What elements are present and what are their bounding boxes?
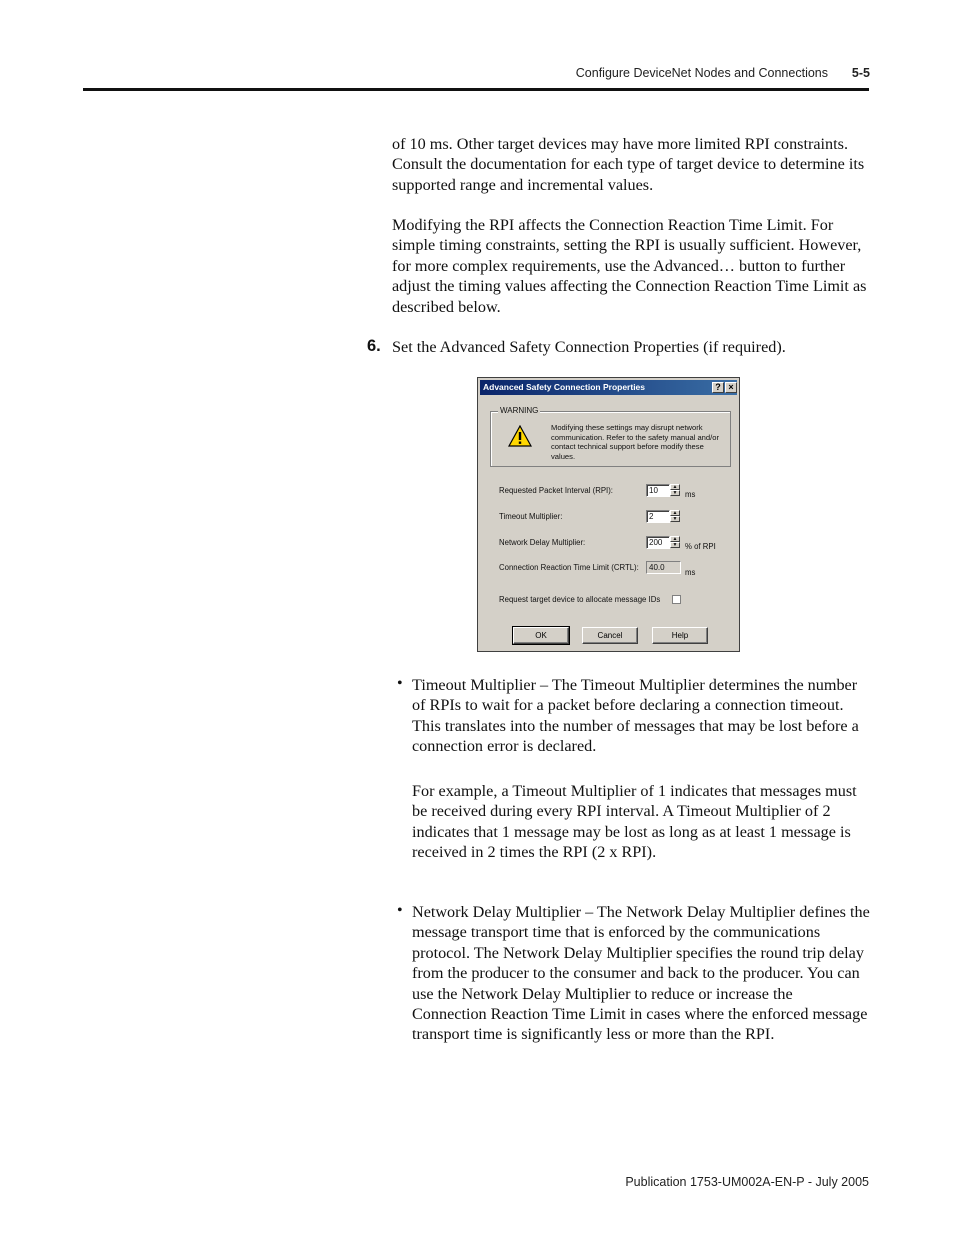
rpi-spinner[interactable]	[670, 484, 680, 497]
allocate-message-ids-label: Request target device to allocate message IDs	[499, 595, 661, 604]
network-delay-multiplier-description: Network Delay Multiplier – The Network Delay Multiplier defines the message transport time that is enforced by the communications protocol. The Network Delay Multiplier specifies the round trip delay from the producer to the consumer and back to the producer. You can use the Network Delay Multiplier to reduce or increase the Connection Reaction Time Limit in cases where the enforced message transport time is significantly less or more than the RPI.	[412, 903, 870, 1044]
network-delay-multiplier-spinner[interactable]	[670, 536, 680, 549]
timeout-multiplier-spinner[interactable]	[670, 510, 680, 523]
network-delay-multiplier-label: Network Delay Multiplier:	[499, 538, 586, 547]
warning-triangle-icon	[508, 425, 532, 447]
timeout-multiplier-description: Timeout Multiplier – The Timeout Multiplier determines the number of RPIs to wait for a packet before declaring a connection timeout. This translates into the number of messages that may be lost before a connection error is declared.	[412, 676, 859, 756]
page-number: 5-5	[851, 66, 870, 80]
dialog-title: Advanced Safety Connection Properties	[483, 382, 646, 392]
help-question-button[interactable]: ?	[712, 382, 724, 393]
crtl-unit: ms	[685, 568, 696, 577]
publication-footer: Publication 1753-UM002A-EN-P - July 2005	[625, 1175, 869, 1189]
paragraph-rpi-constraints: of 10 ms. Other target devices may have more limited RPI constraints. Consult the documentation for each type of target device to determine its supported range and incremental values.	[392, 135, 865, 194]
rpi-unit: ms	[685, 490, 696, 499]
spin-up-icon[interactable]: ▲	[670, 484, 680, 490]
crtl-readonly-field: 40.0	[646, 561, 681, 574]
allocate-message-ids-checkbox[interactable]	[672, 595, 681, 604]
warning-label: WARNING	[500, 406, 539, 415]
rpi-label: Requested Packet Interval (RPI):	[499, 486, 613, 495]
help-button[interactable]: Help	[652, 627, 708, 644]
spin-down-icon[interactable]: ▼	[670, 542, 680, 548]
ok-button[interactable]: OK	[513, 627, 569, 644]
timeout-multiplier-input[interactable]: 2	[646, 510, 670, 523]
close-button[interactable]: ×	[725, 382, 737, 393]
warning-text: Modifying these settings may disrupt network communication. Refer to the safety manual and/or contact technical support before modify these values.	[551, 423, 719, 461]
delay-unit: % of RPI	[685, 542, 716, 551]
spin-down-icon[interactable]: ▼	[670, 516, 680, 522]
section-title: Configure DeviceNet Nodes and Connections	[575, 66, 828, 80]
bullet-network-delay: •	[397, 902, 403, 919]
spin-down-icon[interactable]: ▼	[670, 490, 680, 496]
step-number: 6.	[367, 337, 381, 355]
bullet-timeout: •	[397, 675, 403, 692]
dialog-titlebar	[480, 380, 737, 395]
timeout-multiplier-label: Timeout Multiplier:	[499, 512, 563, 521]
header-rule	[83, 88, 869, 91]
step-text: Set the Advanced Safety Connection Properties (if required).	[392, 338, 786, 356]
spin-up-icon[interactable]: ▲	[670, 510, 680, 516]
timeout-multiplier-example: For example, a Timeout Multiplier of 1 indicates that messages must be received during every RPI interval. A Timeout Multiplier of 2 indicates that 1 message may be lost as long as at least 1 message is received in 2 times the RPI (2 x RPI).	[412, 782, 857, 862]
cancel-button[interactable]: Cancel	[582, 627, 638, 644]
network-delay-multiplier-input[interactable]: 200	[646, 536, 670, 549]
crtl-label: Connection Reaction Time Limit (CRTL):	[499, 563, 639, 572]
rpi-input[interactable]: 10	[646, 484, 670, 497]
spin-up-icon[interactable]: ▲	[670, 536, 680, 542]
paragraph-modifying-rpi: Modifying the RPI affects the Connection Reaction Time Limit. For simple timing constraints, setting the RPI is usually sufficient. However, for more complex requirements, use the Advanced… button to further adjust the timing values affecting the Connection Reaction Time Limit as described below.	[392, 216, 867, 316]
advanced-safety-connection-dialog	[477, 377, 740, 652]
